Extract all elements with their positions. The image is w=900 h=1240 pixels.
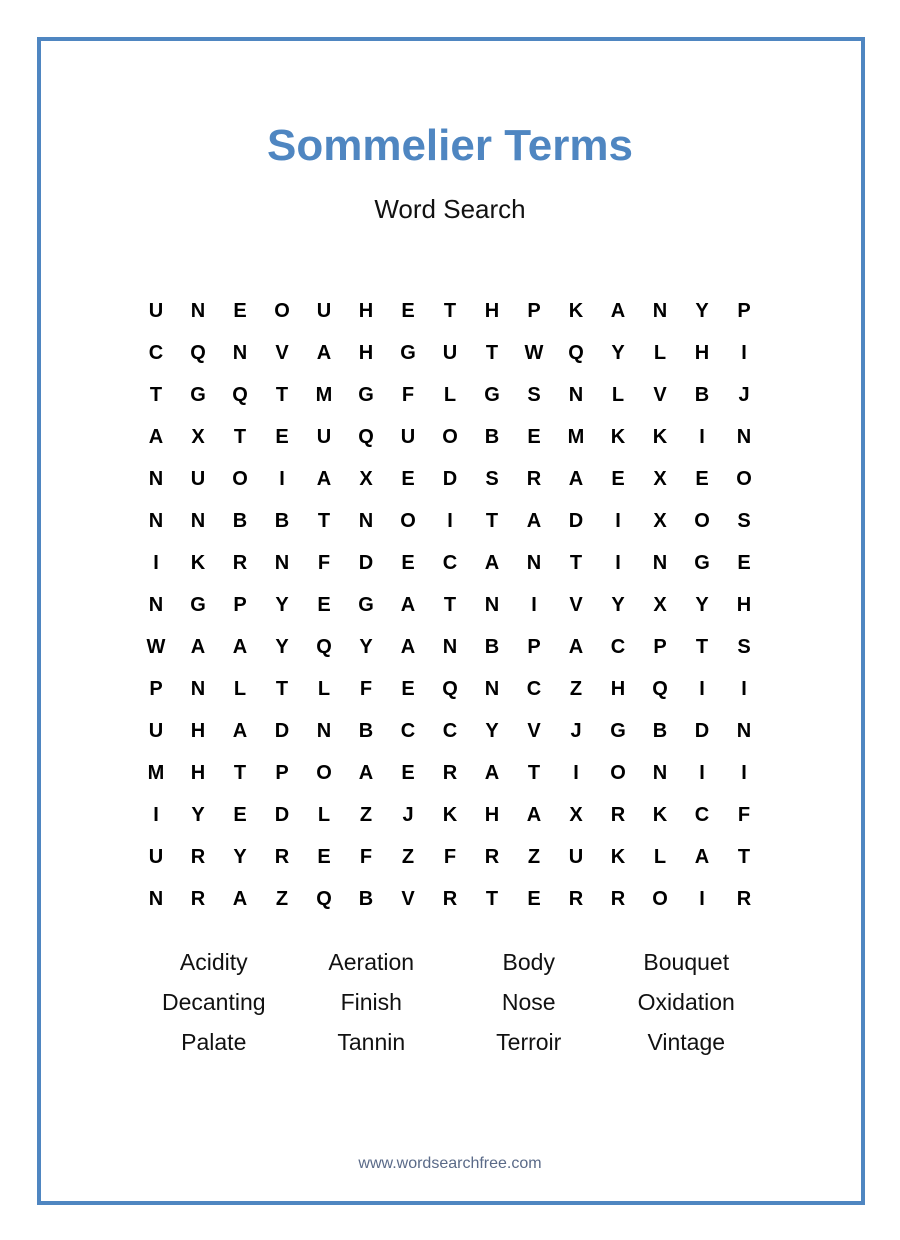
- grid-cell: R: [442, 762, 458, 784]
- grid-cell: F: [443, 846, 457, 868]
- grid-cell: A: [148, 426, 164, 448]
- grid-cell: A: [232, 720, 248, 742]
- grid-cell: E: [695, 468, 709, 490]
- grid-cell: I: [741, 762, 747, 784]
- grid-cell: N: [652, 762, 668, 784]
- grid-cell: E: [737, 552, 751, 574]
- grid-row: [135, 332, 765, 374]
- grid-cell: I: [531, 594, 537, 616]
- grid-cell: N: [148, 594, 164, 616]
- page-title: Sommelier Terms: [266, 121, 633, 170]
- grid-cell: V: [569, 594, 583, 616]
- grid-cell: S: [737, 636, 751, 658]
- grid-cell: T: [275, 384, 289, 406]
- grid-cell: O: [652, 888, 668, 910]
- grid-cell: J: [738, 384, 750, 406]
- grid-cell: C: [442, 552, 458, 574]
- grid-cell: E: [233, 300, 247, 322]
- grid-cell: E: [611, 468, 625, 490]
- grid-cell: D: [358, 552, 374, 574]
- grid-row: [135, 290, 765, 332]
- grid-cell: H: [484, 804, 500, 826]
- grid-cell: E: [401, 552, 415, 574]
- grid-cell: I: [699, 762, 705, 784]
- grid-cell: A: [232, 636, 248, 658]
- grid-cell: D: [274, 804, 290, 826]
- word-list-item: Decanting: [161, 989, 266, 1015]
- word-list-item: Terroir: [496, 1029, 562, 1055]
- grid-cell: E: [317, 846, 331, 868]
- grid-cell: W: [524, 342, 544, 364]
- grid-cell: T: [443, 594, 457, 616]
- page-subtitle: Word Search: [374, 194, 526, 224]
- grid-cell: O: [442, 426, 458, 448]
- grid-cell: S: [737, 510, 751, 532]
- grid-cell: G: [610, 720, 626, 742]
- word-list-item: Tannin: [337, 1029, 406, 1055]
- grid-cell: V: [275, 342, 289, 364]
- grid-cell: Y: [611, 342, 625, 364]
- grid-cell: N: [190, 510, 206, 532]
- grid-cell: C: [400, 720, 416, 742]
- grid-cell: B: [232, 510, 248, 532]
- grid-cell: N: [652, 552, 668, 574]
- grid-cell: C: [442, 720, 458, 742]
- grid-cell: I: [699, 426, 705, 448]
- grid-cell: O: [610, 762, 626, 784]
- grid-cell: Y: [359, 636, 373, 658]
- grid-cell: K: [652, 804, 668, 826]
- grid-cell: Q: [358, 426, 374, 448]
- grid-cell: R: [442, 888, 458, 910]
- grid-cell: O: [316, 762, 332, 784]
- grid-cell: N: [736, 426, 752, 448]
- grid-cell: D: [442, 468, 458, 490]
- grid-cell: A: [568, 468, 584, 490]
- grid-cell: V: [527, 720, 541, 742]
- grid-cell: P: [233, 594, 247, 616]
- grid-cell: H: [358, 300, 374, 322]
- letter-grid: [135, 290, 765, 920]
- grid-cell: H: [190, 762, 206, 784]
- grid-cell: D: [568, 510, 584, 532]
- grid-cell: A: [484, 552, 500, 574]
- grid-row: [135, 374, 765, 416]
- grid-cell: A: [232, 888, 248, 910]
- grid-cell: P: [737, 300, 751, 322]
- grid-cell: Q: [442, 678, 458, 700]
- grid-cell: R: [610, 888, 626, 910]
- grid-cell: O: [400, 510, 416, 532]
- grid-row: [135, 752, 765, 794]
- grid-cell: G: [190, 384, 206, 406]
- grid-cell: N: [316, 720, 332, 742]
- grid-cell: I: [153, 804, 159, 826]
- grid-row: [135, 836, 765, 878]
- grid-cell: D: [694, 720, 710, 742]
- grid-cell: A: [694, 846, 710, 868]
- grid-cell: A: [358, 762, 374, 784]
- grid-row: [135, 878, 765, 920]
- grid-cell: R: [526, 468, 542, 490]
- grid-cell: O: [274, 300, 290, 322]
- grid-cell: C: [694, 804, 710, 826]
- grid-cell: Z: [401, 846, 415, 868]
- grid-cell: I: [573, 762, 579, 784]
- grid-cell: R: [190, 846, 206, 868]
- grid-cell: K: [442, 804, 458, 826]
- grid-cell: F: [401, 384, 415, 406]
- grid-cell: E: [317, 594, 331, 616]
- grid-cell: N: [736, 720, 752, 742]
- word-list-item: Nose: [501, 989, 556, 1015]
- grid-cell: T: [443, 300, 457, 322]
- grid-cell: H: [610, 678, 626, 700]
- grid-cell: Z: [569, 678, 583, 700]
- grid-cell: Q: [316, 636, 332, 658]
- grid-cell: T: [275, 678, 289, 700]
- grid-cell: B: [484, 636, 500, 658]
- grid-cell: T: [485, 342, 499, 364]
- grid-cell: N: [526, 552, 542, 574]
- grid-row: [135, 584, 765, 626]
- grid-cell: N: [568, 384, 584, 406]
- grid-cell: K: [568, 300, 584, 322]
- grid-cell: G: [358, 384, 374, 406]
- grid-cell: U: [316, 300, 332, 322]
- grid-cell: L: [317, 804, 331, 826]
- grid-cell: L: [653, 846, 667, 868]
- grid-cell: U: [316, 426, 332, 448]
- word-list-item: Oxidation: [637, 989, 735, 1015]
- grid-cell: O: [232, 468, 248, 490]
- grid-cell: A: [316, 342, 332, 364]
- grid-cell: V: [653, 384, 667, 406]
- grid-cell: F: [359, 846, 373, 868]
- grid-cell: X: [359, 468, 373, 490]
- grid-cell: K: [610, 426, 626, 448]
- grid-cell: H: [358, 342, 374, 364]
- grid-cell: U: [148, 846, 164, 868]
- grid-cell: E: [275, 426, 289, 448]
- grid-cell: R: [190, 888, 206, 910]
- grid-cell: T: [485, 888, 499, 910]
- grid-cell: U: [148, 300, 164, 322]
- grid-cell: Z: [359, 804, 373, 826]
- grid-cell: X: [653, 510, 667, 532]
- grid-cell: X: [653, 594, 667, 616]
- grid-cell: T: [317, 510, 331, 532]
- footer-url: www.wordsearchfree.com: [358, 1155, 542, 1172]
- grid-cell: Y: [233, 846, 247, 868]
- grid-cell: A: [568, 636, 584, 658]
- grid-cell: Y: [611, 594, 625, 616]
- grid-cell: Q: [190, 342, 206, 364]
- grid-cell: Y: [485, 720, 499, 742]
- grid-cell: B: [358, 888, 374, 910]
- grid-cell: L: [443, 384, 457, 406]
- grid-row: [135, 668, 765, 710]
- grid-cell: T: [569, 552, 583, 574]
- grid-cell: R: [610, 804, 626, 826]
- grid-cell: R: [568, 888, 584, 910]
- grid-cell: Y: [191, 804, 205, 826]
- grid-cell: R: [484, 846, 500, 868]
- grid-cell: X: [569, 804, 583, 826]
- grid-cell: G: [190, 594, 206, 616]
- grid-cell: N: [148, 510, 164, 532]
- grid-cell: P: [149, 678, 163, 700]
- grid-cell: U: [568, 846, 584, 868]
- grid-cell: E: [401, 762, 415, 784]
- grid-cell: E: [233, 804, 247, 826]
- grid-cell: L: [611, 384, 625, 406]
- grid-cell: V: [401, 888, 415, 910]
- grid-cell: I: [741, 342, 747, 364]
- grid-cell: Q: [232, 384, 248, 406]
- grid-cell: C: [148, 342, 164, 364]
- grid-cell: M: [315, 384, 333, 406]
- grid-cell: T: [527, 762, 541, 784]
- grid-cell: J: [570, 720, 582, 742]
- grid-cell: H: [190, 720, 206, 742]
- grid-cell: K: [652, 426, 668, 448]
- grid-cell: N: [652, 300, 668, 322]
- grid-cell: T: [149, 384, 163, 406]
- grid-cell: I: [447, 510, 453, 532]
- grid-cell: K: [190, 552, 206, 574]
- grid-cell: I: [615, 510, 621, 532]
- grid-cell: T: [233, 426, 247, 448]
- grid-cell: A: [316, 468, 332, 490]
- grid-cell: G: [484, 384, 500, 406]
- word-list-item: Vintage: [647, 1029, 726, 1055]
- grid-cell: U: [442, 342, 458, 364]
- grid-cell: F: [359, 678, 373, 700]
- grid-cell: K: [610, 846, 626, 868]
- grid-cell: U: [148, 720, 164, 742]
- grid-row: [135, 416, 765, 458]
- grid-cell: P: [653, 636, 667, 658]
- word-list-item: Body: [502, 949, 555, 975]
- grid-cell: N: [358, 510, 374, 532]
- grid-cell: Q: [316, 888, 332, 910]
- grid-cell: A: [610, 300, 626, 322]
- grid-cell: N: [148, 888, 164, 910]
- grid-cell: B: [484, 426, 500, 448]
- grid-cell: U: [190, 468, 206, 490]
- grid-cell: Q: [652, 678, 668, 700]
- grid-cell: A: [190, 636, 206, 658]
- grid-cell: H: [736, 594, 752, 616]
- grid-cell: R: [736, 888, 752, 910]
- word-list-item: Aeration: [328, 949, 415, 975]
- grid-cell: G: [694, 552, 710, 574]
- grid-cell: L: [653, 342, 667, 364]
- grid-cell: J: [402, 804, 414, 826]
- grid-cell: H: [694, 342, 710, 364]
- grid-cell: M: [147, 762, 165, 784]
- grid-cell: A: [526, 510, 542, 532]
- grid-cell: L: [233, 678, 247, 700]
- grid-cell: O: [694, 510, 710, 532]
- grid-cell: A: [400, 594, 416, 616]
- grid-cell: C: [526, 678, 542, 700]
- grid-cell: Y: [695, 300, 709, 322]
- grid-cell: N: [190, 300, 206, 322]
- grid-cell: B: [358, 720, 374, 742]
- grid-row: [135, 626, 765, 668]
- grid-cell: N: [484, 678, 500, 700]
- grid-cell: I: [615, 552, 621, 574]
- word-list: [135, 942, 765, 1062]
- grid-cell: Z: [527, 846, 541, 868]
- grid-cell: E: [401, 300, 415, 322]
- grid-cell: A: [484, 762, 500, 784]
- word-list-item: Acidity: [179, 949, 248, 975]
- grid-cell: N: [274, 552, 290, 574]
- grid-cell: X: [653, 468, 667, 490]
- grid-cell: Y: [275, 636, 289, 658]
- grid-row: [135, 710, 765, 752]
- grid-cell: Q: [568, 342, 584, 364]
- word-list-item: Palate: [181, 1029, 247, 1055]
- grid-cell: N: [484, 594, 500, 616]
- grid-cell: T: [695, 636, 709, 658]
- grid-cell: S: [527, 384, 541, 406]
- grid-cell: I: [279, 468, 285, 490]
- grid-cell: G: [358, 594, 374, 616]
- grid-cell: N: [442, 636, 458, 658]
- grid-cell: E: [527, 888, 541, 910]
- grid-cell: A: [526, 804, 542, 826]
- grid-cell: Y: [275, 594, 289, 616]
- grid-row: [135, 542, 765, 584]
- grid-cell: P: [527, 300, 541, 322]
- grid-cell: X: [191, 426, 205, 448]
- grid-cell: F: [737, 804, 751, 826]
- grid-cell: N: [232, 342, 248, 364]
- grid-cell: F: [317, 552, 331, 574]
- grid-cell: B: [694, 384, 710, 406]
- grid-cell: G: [400, 342, 416, 364]
- grid-row: [135, 458, 765, 500]
- grid-cell: T: [485, 510, 499, 532]
- grid-cell: E: [401, 468, 415, 490]
- grid-cell: I: [699, 678, 705, 700]
- word-list-item: Finish: [340, 989, 402, 1015]
- grid-cell: W: [146, 636, 166, 658]
- grid-cell: S: [485, 468, 499, 490]
- grid-cell: E: [527, 426, 541, 448]
- grid-cell: R: [274, 846, 290, 868]
- grid-cell: P: [275, 762, 289, 784]
- grid-cell: A: [400, 636, 416, 658]
- grid-cell: U: [400, 426, 416, 448]
- grid-row: [135, 794, 765, 836]
- grid-cell: T: [737, 846, 751, 868]
- grid-cell: C: [610, 636, 626, 658]
- grid-cell: H: [484, 300, 500, 322]
- grid-cell: E: [401, 678, 415, 700]
- grid-cell: T: [233, 762, 247, 784]
- grid-cell: Y: [695, 594, 709, 616]
- grid-cell: N: [190, 678, 206, 700]
- grid-cell: N: [148, 468, 164, 490]
- grid-cell: D: [274, 720, 290, 742]
- word-list-item: Bouquet: [643, 949, 730, 975]
- grid-cell: I: [699, 888, 705, 910]
- grid-cell: B: [274, 510, 290, 532]
- grid-cell: R: [232, 552, 248, 574]
- grid-cell: I: [741, 678, 747, 700]
- grid-cell: I: [153, 552, 159, 574]
- grid-cell: M: [567, 426, 585, 448]
- grid-row: [135, 500, 765, 542]
- grid-cell: L: [317, 678, 331, 700]
- grid-cell: O: [736, 468, 752, 490]
- grid-cell: P: [527, 636, 541, 658]
- grid-cell: Z: [275, 888, 289, 910]
- grid-cell: B: [652, 720, 668, 742]
